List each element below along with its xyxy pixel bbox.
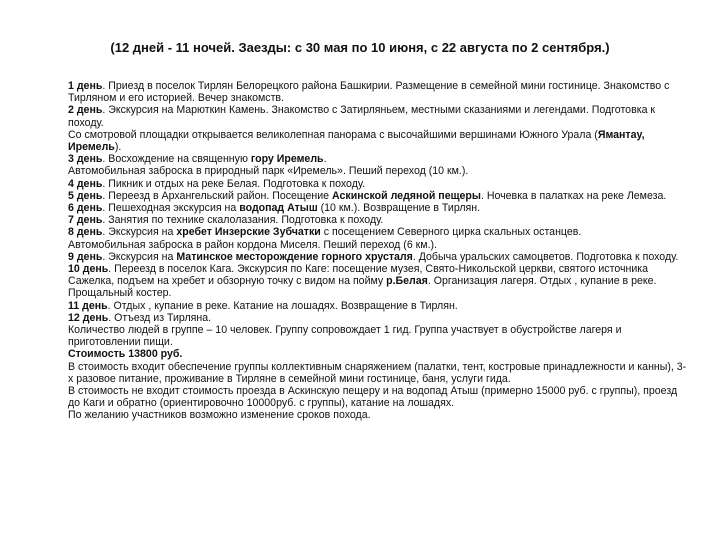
highlight-text: Аскинской ледяной пещеры bbox=[332, 189, 481, 202]
day-label: 12 день bbox=[68, 311, 109, 324]
paragraph-text: . Экскурсия на Марюткин Камень. Знакомство с Затирляньем, местными сказаниями и легендами. Подготовка к походу. bbox=[68, 104, 656, 129]
paragraph-day-6 bbox=[68, 202, 688, 214]
paragraph-day-5 bbox=[68, 190, 688, 202]
paragraph-text: В стоимость входит обеспечение группы коллективным снаряжением (палатки, тент, костровые принадлежности и канны), 3-х разовое питание, проживание в Тирляне в семейной мини гостинице, баня, услуги гида. bbox=[68, 360, 687, 385]
paragraph-group-size bbox=[68, 324, 688, 348]
highlight-text: гору Иремель bbox=[250, 153, 324, 166]
day-label: 7 день bbox=[68, 214, 103, 227]
paragraph-text: Со смотровой площадки открывается великолепная панорама с высочайшими вершинами Южного Урала ( bbox=[68, 128, 598, 141]
highlight-text: хребет Инзерские Зубчатки bbox=[176, 226, 321, 239]
paragraph-day-7 bbox=[68, 214, 688, 226]
paragraph-text: . Приезд в поселок Тирлян Белорецкого района Башкирии. Размещение в семейной мини гостинице. Знакомство с Тирляном и его историей. Вечер знакомств. bbox=[68, 80, 670, 105]
paragraph-text: с посещением Северного цирка скальных останцев. bbox=[320, 226, 582, 239]
paragraph-text: . Ночевка в палатках на реке Лемеза. bbox=[480, 189, 667, 202]
paragraph-text: . bbox=[323, 153, 327, 166]
paragraph-text: . Восхождение на священную bbox=[102, 153, 251, 166]
paragraph-text: . Отдых , купание в реке. Катание на лошадях. Возвращение в Тирлян. bbox=[107, 299, 458, 312]
paragraph-text: . Пикник и отдых на реке Белая. Подготовка к походу. bbox=[102, 177, 366, 190]
paragraph-day-1 bbox=[68, 80, 688, 104]
day-label: 11 день bbox=[68, 299, 108, 312]
day-label: 8 день bbox=[68, 226, 103, 239]
paragraph-text: . Отъезд из Тирляна. bbox=[108, 311, 212, 324]
paragraph-day-2 bbox=[68, 104, 688, 128]
paragraph-not-included bbox=[68, 385, 688, 409]
paragraph-text: . Переезд в поселок Кага. Экскурсия по Каге: посещение музея, Свято-Никольской церкви, святого источника Сажелка, подъем на хребет и обзорную точку с видом на пойму bbox=[68, 263, 649, 288]
paragraph-text: Количество людей в группе – 10 человек. Группу сопровождает 1 гид. Группа участвует в обустройстве лагеря и приготовлении пищи. bbox=[68, 324, 622, 349]
paragraph-text: (10 км.). Возвращение в Тирлян. bbox=[317, 202, 481, 215]
paragraph-text: . Экскурсия на bbox=[102, 250, 177, 263]
itinerary-text bbox=[68, 80, 688, 422]
day-label: 3 день bbox=[68, 153, 103, 166]
day-label: 1 день bbox=[68, 80, 103, 92]
tour-dates-header: (12 дней - 11 ночей. Заезды: с 30 мая по 10 июня, с 22 августа по 2 сентября.) bbox=[110, 40, 610, 55]
paragraph-text: По желанию участников возможно изменение сроков похода. bbox=[68, 409, 371, 422]
day-label: 5 день bbox=[68, 189, 103, 202]
day-label: 10 день bbox=[68, 263, 109, 276]
paragraph-day-9 bbox=[68, 251, 688, 263]
paragraph-text: В стоимость не входит стоимость проезда в Аскинскую пещеру и на водопад Атыш (примерно 15000 руб. с группы), проезд до Каги и обратно (ориентировочно 10000руб. с группы), катание на лошадях. bbox=[68, 385, 678, 410]
paragraph-day-12 bbox=[68, 312, 688, 324]
paragraph-day-11 bbox=[68, 300, 688, 312]
day-label: 4 день bbox=[68, 177, 103, 190]
paragraph-day-10 bbox=[68, 263, 688, 300]
day-label: 6 день bbox=[68, 202, 103, 215]
paragraph-day-3 bbox=[68, 153, 688, 165]
paragraph-text: ). bbox=[114, 141, 122, 154]
paragraph-date-change bbox=[68, 409, 688, 421]
paragraph-text: . Занятия по технике скалолазания. Подготовка к походу. bbox=[102, 214, 384, 227]
price-label: Стоимость 13800 руб. bbox=[68, 348, 183, 361]
paragraph-text: Автомобильная заброска в район кордона Миселя. Пеший переход (6 км.). bbox=[68, 238, 437, 251]
paragraph-day-4 bbox=[68, 178, 688, 190]
paragraph-price bbox=[68, 348, 688, 360]
highlight-text: р.Белая bbox=[386, 275, 428, 288]
paragraph-text: . Пешеходная экскурсия на bbox=[102, 202, 240, 215]
paragraph-text: . Экскурсия на bbox=[102, 226, 177, 239]
highlight-text: водопад Атыш bbox=[239, 202, 318, 215]
paragraph-text: Автомобильная заброска в природный парк «Иремель». Пеший переход (10 км.). bbox=[68, 165, 469, 178]
paragraph-misel-transfer bbox=[68, 239, 688, 251]
highlight-text: Матинское месторождение горного хрусталя bbox=[176, 250, 413, 263]
day-label: 9 день bbox=[68, 250, 103, 263]
paragraph-text: . Добыча уральских самоцветов. Подготовка к походу. bbox=[412, 250, 679, 263]
paragraph-day-8 bbox=[68, 226, 688, 238]
paragraph-included bbox=[68, 361, 688, 385]
day-label: 2 день bbox=[68, 104, 103, 117]
paragraph-text: . Переезд в Архангельский район. Посещение bbox=[102, 189, 332, 202]
highlight-text: Ямантау, Иремель bbox=[68, 128, 645, 154]
paragraph-iremel-transfer bbox=[68, 165, 688, 177]
paragraph-text: . Организация лагеря. Отдых , купание в реке. Прощальный костер. bbox=[68, 275, 657, 300]
paragraph-panorama bbox=[68, 129, 688, 153]
